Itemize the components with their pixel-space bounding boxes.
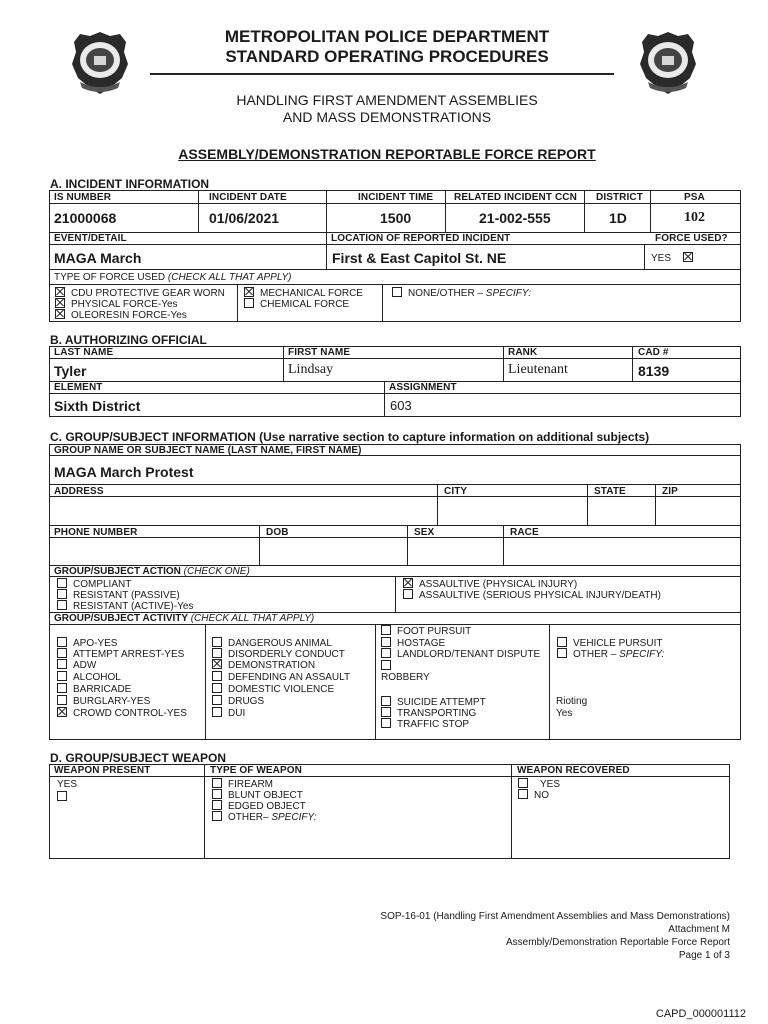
- none-other-label: NONE/OTHER –: [408, 288, 486, 299]
- checkbox[interactable]: [212, 683, 222, 693]
- weapon-present-checkbox[interactable]: [57, 791, 73, 804]
- first-name-label: FIRST NAME: [288, 347, 351, 358]
- ccn-value: 21-002-555: [479, 210, 551, 226]
- cad-value: 8139: [638, 363, 670, 379]
- activity-other-text1: Rioting: [556, 696, 588, 707]
- checkbox[interactable]: [212, 648, 222, 658]
- checkbox[interactable]: [57, 648, 67, 658]
- checkbox[interactable]: [518, 778, 528, 788]
- event-label: EVENT/DETAIL: [54, 233, 127, 244]
- cdu-label: CDU PROTECTIVE GEAR WORN: [71, 288, 225, 299]
- activity-label-text: DUI: [228, 708, 246, 719]
- weapon-type-text: FIREARM: [228, 779, 273, 790]
- assaultive-serious-label: ASSAULTIVE (SERIOUS PHYSICAL INJURY/DEATH): [419, 590, 661, 601]
- activity-label-text: SUICIDE ATTEMPT: [397, 697, 486, 708]
- activity-robbery-label: ROBBERY: [381, 672, 430, 683]
- cad-label: CAD #: [638, 347, 669, 358]
- chemical-checkbox-item[interactable]: [244, 298, 349, 311]
- activity-other-text2: Yes: [556, 708, 573, 719]
- checkbox[interactable]: [381, 707, 391, 717]
- incident-date-value: 01/06/2021: [209, 210, 280, 226]
- location-label: LOCATION OF REPORTED INCIDENT: [331, 233, 511, 244]
- department-title: METROPOLITAN POLICE DEPARTMENT: [224, 27, 550, 46]
- checkbox[interactable]: [381, 660, 391, 670]
- checkbox[interactable]: [57, 578, 67, 588]
- is-number-label: IS NUMBER: [54, 192, 112, 203]
- location-value: First & East Capitol St. NE: [332, 250, 507, 266]
- checkbox[interactable]: [403, 578, 413, 588]
- activity-label-text: VEHICLE PURSUIT: [573, 638, 663, 649]
- assignment-label: ASSIGNMENT: [389, 382, 457, 393]
- assaultive-injury-label: ASSAULTIVE (PHYSICAL INJURY): [419, 579, 578, 590]
- action-note: (CHECK ONE): [183, 566, 250, 577]
- specify-label: SPECIFY:: [619, 649, 665, 660]
- activity-traffic-stop[interactable]: [381, 718, 469, 731]
- checkbox[interactable]: [212, 811, 222, 821]
- weapon-other[interactable]: [212, 811, 317, 824]
- is-number-value: 21000068: [54, 210, 117, 226]
- recovered-yes-label: YES: [540, 779, 561, 790]
- psa-label: PSA: [684, 192, 705, 203]
- subtitle-line1: HANDLING FIRST AMENDMENT ASSEMBLIES: [236, 92, 538, 108]
- activity-label-text: DRUGS: [228, 696, 265, 707]
- police-badge-left: [70, 30, 130, 96]
- checkbox[interactable]: [55, 287, 65, 297]
- state-label: STATE: [594, 486, 626, 497]
- psa-value: 102: [684, 210, 705, 225]
- dob-label: DOB: [266, 527, 289, 538]
- weapon-present-label: WEAPON PRESENT: [54, 765, 151, 776]
- type-force-note: (CHECK ALL THAT APPLY): [167, 272, 292, 283]
- recovered-no-label: NO: [534, 790, 549, 801]
- force-used-checkbox[interactable]: [683, 252, 693, 262]
- activity-landlord[interactable]: [381, 648, 540, 661]
- section-b-title: B. AUTHORIZING OFFICIAL: [50, 333, 207, 347]
- footer-line3: Assembly/Demonstration Reportable Force Report: [506, 937, 730, 948]
- event-value: MAGA March: [54, 250, 142, 266]
- mechanical-label: MECHANICAL FORCE: [260, 288, 363, 299]
- action-label-text: GROUP/SUBJECT ACTION: [54, 566, 181, 577]
- type-force-label-text: TYPE OF FORCE USED: [54, 272, 166, 283]
- weapon-type-text: BLUNT OBJECT: [228, 790, 303, 801]
- incident-time-label: INCIDENT TIME: [358, 192, 434, 203]
- group-name-label: GROUP NAME OR SUBJECT NAME (LAST NAME, FIRST NAME): [54, 445, 362, 456]
- checkbox[interactable]: [557, 648, 567, 658]
- physical-label: PHYSICAL FORCE-Yes: [71, 299, 178, 310]
- checkbox[interactable]: [57, 683, 67, 693]
- district-label: DISTRICT: [596, 192, 643, 203]
- force-used-yes-label: YES: [651, 253, 672, 264]
- checkbox[interactable]: [381, 696, 391, 706]
- checkbox[interactable]: [57, 791, 67, 801]
- resistant-active-item[interactable]: [57, 600, 193, 613]
- none-other-checkbox-item[interactable]: [392, 287, 531, 300]
- activity-label-text: DOMESTIC VIOLENCE: [228, 684, 335, 695]
- weapon-present-yes-label: YES: [57, 779, 78, 790]
- oleoresin-label: OLEORESIN FORCE-Yes: [71, 310, 187, 321]
- incident-time-value: 1500: [380, 210, 412, 226]
- checkbox[interactable]: [212, 707, 222, 717]
- checkbox[interactable]: [381, 648, 391, 658]
- activity-crowd-control[interactable]: [57, 707, 187, 720]
- checkbox[interactable]: [212, 800, 222, 810]
- checkbox[interactable]: [212, 637, 222, 647]
- phone-label: PHONE NUMBER: [54, 527, 138, 538]
- district-value: 1D: [609, 210, 627, 226]
- action-label: [54, 566, 250, 577]
- first-name-value: Lindsay: [288, 362, 334, 377]
- weapon-type-text: OTHER–: [228, 812, 272, 823]
- rank-label: RANK: [508, 347, 538, 358]
- checkbox[interactable]: [57, 695, 67, 705]
- force-used-label: FORCE USED?: [655, 233, 728, 244]
- header-rule: [150, 73, 614, 75]
- activity-label-text: GROUP/SUBJECT ACTIVITY: [54, 613, 188, 624]
- activity-label-text: BURGLARY-YES: [73, 696, 151, 707]
- activity-label-text: ADW: [73, 660, 97, 671]
- activity-label-text: TRANSPORTING: [397, 708, 477, 719]
- force-used-yes[interactable]: [651, 252, 699, 265]
- checkbox[interactable]: [557, 637, 567, 647]
- incident-date-label: INCIDENT DATE: [209, 192, 287, 203]
- activity-label-text: APO-YES: [73, 638, 118, 649]
- specify-label: SPECIFY:: [485, 288, 531, 299]
- element-label: ELEMENT: [54, 382, 103, 393]
- address-label: ADDRESS: [54, 486, 104, 497]
- activity-label-text: CROWD CONTROL-YES: [73, 708, 187, 719]
- zip-label: ZIP: [662, 486, 678, 497]
- resistant-passive-label: RESISTANT (PASSIVE): [73, 590, 180, 601]
- activity-note: (CHECK ALL THAT APPLY): [190, 613, 315, 624]
- activity-label-text: FOOT PURSUIT: [397, 626, 472, 637]
- city-label: CITY: [444, 486, 468, 497]
- checkbox[interactable]: [57, 600, 67, 610]
- subtitle-line2: AND MASS DEMONSTRATIONS: [282, 109, 492, 125]
- footer-line2: Attachment M: [668, 924, 730, 935]
- weapon-recovered-no[interactable]: [518, 789, 549, 802]
- resistant-active-label: RESISTANT (ACTIVE)-Yes: [73, 601, 194, 612]
- section-d-box: [49, 764, 730, 859]
- checkbox[interactable]: [55, 309, 65, 319]
- checkbox[interactable]: [212, 695, 222, 705]
- checkbox[interactable]: [244, 287, 254, 297]
- activity-label-text: DANGEROUS ANIMAL: [228, 638, 332, 649]
- activity-label-text: LANDLORD/TENANT DISPUTE: [397, 649, 541, 660]
- oleoresin-checkbox-item[interactable]: [55, 309, 187, 322]
- checkbox[interactable]: [57, 671, 67, 681]
- rank-value: Lieutenant: [508, 362, 568, 377]
- footer-line1: SOP-16-01 (Handling First Amendment Assemblies and Mass Demonstrations): [380, 911, 730, 922]
- activity-label-text: BARRICADE: [73, 684, 132, 695]
- checkbox[interactable]: [212, 778, 222, 788]
- sex-label: SEX: [414, 527, 435, 538]
- ccn-label: RELATED INCIDENT CCN: [454, 192, 577, 203]
- sop-title: STANDARD OPERATING PROCEDURES: [225, 47, 549, 66]
- checkbox[interactable]: [57, 637, 67, 647]
- checkbox[interactable]: [55, 298, 65, 308]
- checkbox[interactable]: [212, 659, 222, 669]
- activity-label: [54, 613, 314, 624]
- police-badge-right: [638, 30, 698, 96]
- type-force-label: [54, 272, 291, 283]
- activity-label-text: ATTEMPT ARREST-YES: [73, 649, 185, 660]
- race-label: RACE: [510, 527, 539, 538]
- assaultive-serious-item[interactable]: [403, 589, 661, 602]
- checkbox[interactable]: [57, 659, 67, 669]
- checkbox[interactable]: [403, 589, 413, 599]
- group-name-value: MAGA March Protest: [54, 464, 194, 480]
- checkbox[interactable]: [381, 718, 391, 728]
- activity-other-label: OTHER –: [573, 649, 620, 660]
- last-name-value: Tyler: [54, 363, 87, 379]
- checkbox[interactable]: [381, 637, 391, 647]
- checkbox[interactable]: [244, 298, 254, 308]
- checkbox[interactable]: [57, 707, 67, 717]
- section-d-title: D. GROUP/SUBJECT WEAPON: [50, 751, 227, 765]
- weapon-recovered-label: WEAPON RECOVERED: [517, 765, 630, 776]
- section-c-title: C. GROUP/SUBJECT INFORMATION (Use narrative section to capture information on additional subjects): [50, 430, 650, 444]
- checkbox[interactable]: [381, 625, 391, 635]
- last-name-label: LAST NAME: [54, 347, 114, 358]
- footer-page: Page 1 of 3: [678, 950, 730, 961]
- activity-label-text: DEFENDING AN ASSAULT: [228, 672, 351, 683]
- activity-other[interactable]: [557, 648, 664, 661]
- activity-label-text: DISORDERLY CONDUCT: [228, 649, 345, 660]
- checkbox[interactable]: [57, 589, 67, 599]
- specify-label: SPECIFY:: [271, 812, 317, 823]
- chemical-label: CHEMICAL FORCE: [260, 299, 350, 310]
- weapon-type-text: EDGED OBJECT: [228, 801, 306, 812]
- activity-label-text: HOSTAGE: [397, 638, 446, 649]
- form-title: ASSEMBLY/DEMONSTRATION REPORTABLE FORCE REPORT: [178, 146, 596, 162]
- checkbox[interactable]: [392, 287, 402, 297]
- section-a-title: A. INCIDENT INFORMATION: [50, 177, 210, 191]
- activity-label-text: ALCOHOL: [73, 672, 121, 683]
- bates-number: CAPD_000001112: [655, 1008, 746, 1020]
- element-value: Sixth District: [54, 398, 141, 414]
- assignment-value: 603: [390, 398, 412, 413]
- activity-label-text: DEMONSTRATION: [228, 660, 316, 671]
- checkbox[interactable]: [518, 789, 528, 799]
- compliant-label: COMPLIANT: [73, 579, 132, 590]
- weapon-type-label: TYPE OF WEAPON: [210, 765, 302, 776]
- checkbox[interactable]: [212, 789, 222, 799]
- activity-dui[interactable]: [212, 707, 245, 720]
- activity-label-text: TRAFFIC STOP: [397, 719, 470, 730]
- checkbox[interactable]: [212, 671, 222, 681]
